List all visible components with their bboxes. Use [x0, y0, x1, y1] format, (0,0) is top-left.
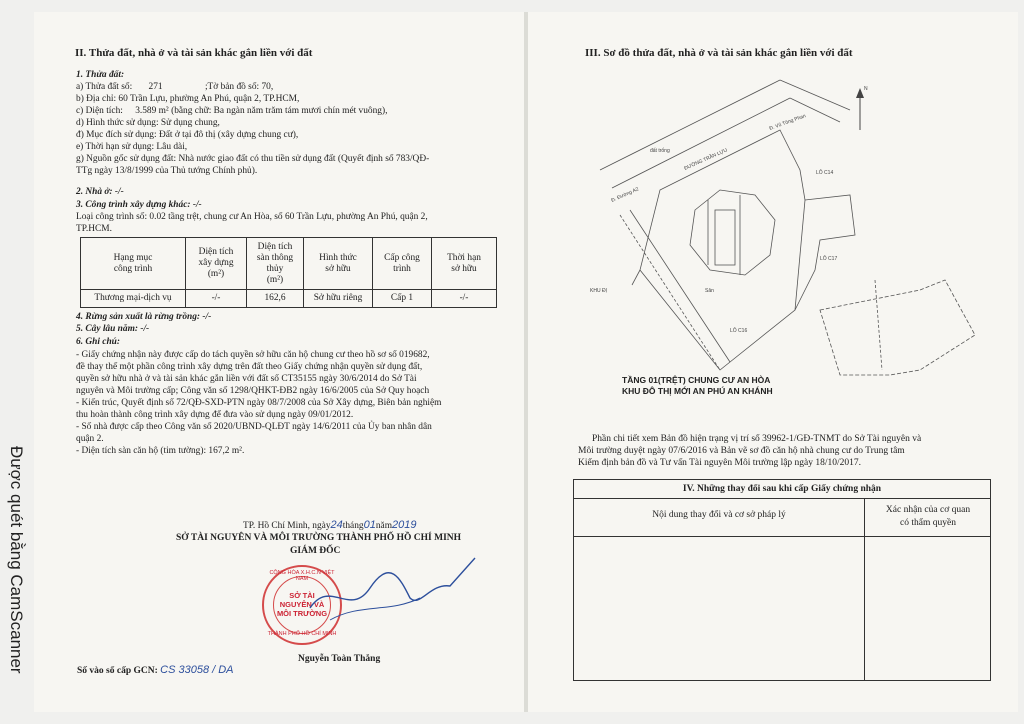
- road-line: [600, 80, 780, 170]
- changes-col-content: Nội dung thay đổi và cơ sở pháp lý: [652, 510, 786, 520]
- apartment-outline: [820, 280, 975, 375]
- svg-text:N: N: [864, 86, 868, 92]
- land-area: c) Diện tích: 3.589 m² (bằng chữ: Ba ngàn năm trăm tám mươi chín mét vuông),: [76, 106, 388, 116]
- note-line: quyền sở hữu nhà ở và tài sản khác gắn liền với đất số CT35155 ngày 30/6/2014 do Sở Tài: [76, 374, 417, 384]
- label-tran-luu: ĐƯỜNG TRẦN LỰU: [683, 147, 729, 172]
- land-term: e) Thời hạn sử dụng: Lâu dài,: [76, 142, 188, 152]
- col-ownership: Hình thức sở hữu: [304, 238, 373, 290]
- signer-role: GIÁM ĐỐC: [290, 546, 341, 556]
- label-yard: Sân: [705, 288, 714, 294]
- gcn-number: Số vào sổ cấp GCN: CS 33058 / DA: [77, 664, 234, 676]
- cell-item: Thương mại-dịch vụ: [81, 290, 186, 308]
- label-open-land: đất trống: [650, 148, 670, 154]
- cell-term: -/-: [432, 290, 497, 308]
- note-line: quận 2.: [76, 434, 104, 444]
- map-caption-2: KHU ĐÔ THỊ MỚI AN PHÚ AN KHÁNH: [622, 386, 773, 396]
- cell-build-area: -/-: [186, 290, 247, 308]
- col-grade: Cấp công trình: [373, 238, 432, 290]
- section-iii-title: III. Sơ đồ thửa đất, nhà ở và tài sản khác gắn liền với đất: [585, 47, 853, 59]
- note-line: đề thay thế một phần công trình xây dựng trên đất theo Giấy chứng nhận quyền sử dụng đất,: [76, 362, 423, 372]
- section-ii-title: II. Thửa đất, nhà ở và tài sản khác gắn liền với đất: [75, 47, 313, 59]
- detail-paragraph-3: Kiểm định bản đồ và Tư vấn Tài nguyên Môi trường lập ngày 18/10/2017.: [578, 458, 862, 468]
- detail-paragraph-1: Phần chi tiết xem Bản đồ hiện trạng vị trí số 39962-1/GĐ-TNMT do Sở Tài nguyên và: [592, 434, 922, 444]
- core-block: [715, 210, 735, 265]
- forest-line: 4. Rừng sản xuất là rừng trồng: -/-: [76, 312, 212, 322]
- land-purpose: đ) Mục đích sử dụng: Đất ở tại đô thị (xây dựng chung cư),: [76, 130, 299, 140]
- label-zone: KHU ĐỊ: [590, 288, 607, 294]
- construction-desc: Loại công trình số: 0.02 tầng trệt, chung cư An Hòa, số 60 Trần Lựu, phường An Phú, quận 2,: [76, 212, 428, 222]
- notes-heading: 6. Ghi chú:: [76, 337, 121, 347]
- label-lot-c16: LÔ C16: [730, 328, 748, 334]
- map-caption-1: TẦNG 01(TRỆT) CHUNG CƯ AN HÒA: [622, 375, 771, 385]
- note-line: - Số nhà được cấp theo Công văn số 2020/UBND-QLĐT ngày 14/6/2011 của Ủy ban nhân dân: [76, 422, 432, 432]
- col-term: Thời hạn sở hữu: [432, 238, 497, 290]
- note-line: nguyên và Môi trường cấp; Công văn số 1298/QHKT-ĐB2 ngày 16/6/2005 của Sở Quy hoạch: [76, 386, 430, 396]
- building-outline: [690, 190, 775, 275]
- north-arrow-icon: [856, 86, 868, 130]
- cell-ownership: Sở hữu riêng: [304, 290, 373, 308]
- changes-table: [573, 479, 991, 681]
- land-use-form: d) Hình thức sử dụng: Sử dụng chung,: [76, 118, 220, 128]
- signature-icon: [300, 548, 480, 638]
- land-origin: g) Nguồn gốc sử dụng đất: Nhà nước giao đất có thu tiền sử dụng đất (Quyết định số 783/QĐ-: [76, 154, 430, 164]
- changes-col-confirm: Xác nhận của cơ quan có thẩm quyền: [885, 505, 971, 528]
- construction-table: [80, 237, 497, 308]
- lot-boundary: [640, 130, 805, 370]
- cell-floor-area: 162,6: [247, 290, 304, 308]
- cell-grade: Cấp 1: [373, 290, 432, 308]
- note-line: - Giấy chứng nhận này được cấp do tách quyền sở hữu căn hộ chung cư theo hồ sơ số 019682,: [76, 350, 430, 360]
- official-stamp: CỘNG HÒA X.H.C.N VIỆT NAM SỞ TÀI NGUYÊN VÀ MÔI TRƯỜNG THÀNH PHỐ HỒ CHÍ MINH: [262, 565, 342, 645]
- land-address: b) Địa chỉ: 60 Trần Lựu, phường An Phú, quận 2, TP.HCM,: [76, 94, 300, 104]
- label-lot-c14: LÔ C14: [816, 170, 834, 176]
- label-lot-c17: LÔ C17: [820, 256, 838, 262]
- col-floor-area: Diện tích sàn thông thủy (m²): [247, 238, 304, 290]
- scanner-watermark: Được quét bằng CamScanner: [7, 446, 26, 674]
- construction-desc-cont: TP.HCM.: [76, 224, 112, 234]
- col-item: Hạng mục công trình: [81, 238, 186, 290]
- perennial-line: 5. Cây lâu năm: -/-: [76, 324, 150, 334]
- department-name: SỞ TÀI NGUYÊN VÀ MÔI TRƯỜNG THÀNH PHỐ HỒ CHÍ MINH: [176, 533, 462, 543]
- col-build-area: Diện tích xây dựng (m²): [186, 238, 247, 290]
- changes-table-title: IV. Những thay đổi sau khi cấp Giấy chứng nhận: [574, 480, 990, 499]
- land-heading: 1. Thửa đất:: [76, 70, 125, 80]
- land-lot: a) Thửa đất số: 271 ;Tờ bản đồ số: 70,: [76, 82, 274, 92]
- note-line: - Kiến trúc, Quyết định số 72/QĐ-SXD-PTN ngày 08/7/2008 của Sở Xây dựng, Biên bản nghiệm: [76, 398, 442, 408]
- house-line: 2. Nhà ở: -/-: [76, 187, 124, 197]
- label-road-2: Đ. Vũ Tông Phan: [768, 113, 807, 132]
- issue-date: TP. Hồ Chí Minh, ngày24tháng01năm2019: [243, 519, 417, 531]
- table-row: [81, 290, 497, 308]
- note-line: - Diện tích sàn căn hộ (tim tường): 167,2 m².: [76, 446, 245, 456]
- label-road-a2: Đ. Đường A2: [610, 186, 640, 204]
- construction-heading: 3. Công trình xây dựng khác: -/-: [76, 200, 202, 210]
- land-origin-cont: TTg ngày 13/8/1999 của Thủ tướng Chính phủ).: [76, 166, 258, 176]
- note-line: thu hoàn thành công trình xây dựng để đưa vào sử dụng ngày 09/01/2012.: [76, 410, 354, 420]
- signer-name: Nguyễn Toàn Thắng: [298, 654, 381, 664]
- detail-paragraph-2: Môi trường duyệt ngày 07/6/2016 và Bản vẽ sơ đồ căn hộ nhà chung cư do Trung tâm: [578, 446, 905, 456]
